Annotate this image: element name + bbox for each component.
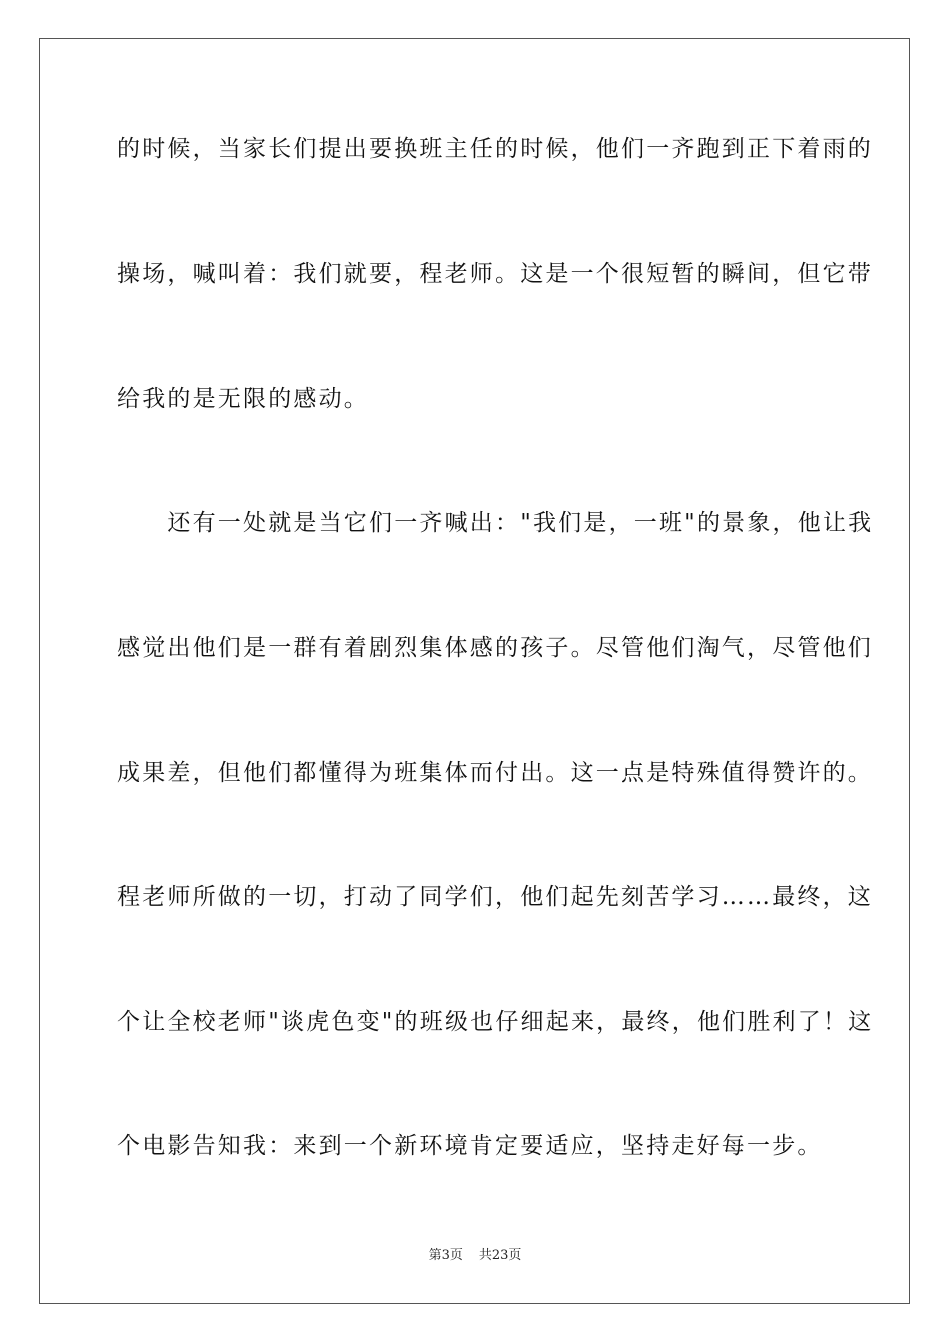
text-line: 还有一处就是当它们一齐喊出："我们是，一班"的景象，他让我	[117, 510, 874, 536]
text-line: 个让全校老师"谈虎色变"的班级也仔细起来，最终，他们胜利了！这	[117, 1009, 874, 1035]
page-footer	[0, 1247, 950, 1265]
page-border	[39, 38, 910, 1304]
text-line: 给我的是无限的感动。	[117, 386, 369, 412]
text-line: 的时候，当家长们提出要换班主任的时候，他们一齐跑到正下着雨的	[117, 136, 873, 162]
text-line: 程老师所做的一切，打动了同学们，他们起先刻苦学习……最终，这	[117, 884, 873, 910]
text-line: 个电影告知我：来到一个新环境肯定要适应，坚持走好每一步。	[117, 1133, 823, 1159]
page-number: 第3页	[428, 1248, 463, 1263]
text-line: 感觉出他们是一群有着剧烈集体感的孩子。尽管他们淘气，尽管他们	[117, 635, 873, 661]
page-total: 共23页	[478, 1248, 522, 1263]
text-line: 操场，喊叫着：我们就要，程老师。这是一个很短暂的瞬间，但它带	[117, 261, 873, 287]
text-line: 成果差，但他们都懂得为班集体而付出。这一点是特殊值得赞许的。	[117, 760, 873, 786]
